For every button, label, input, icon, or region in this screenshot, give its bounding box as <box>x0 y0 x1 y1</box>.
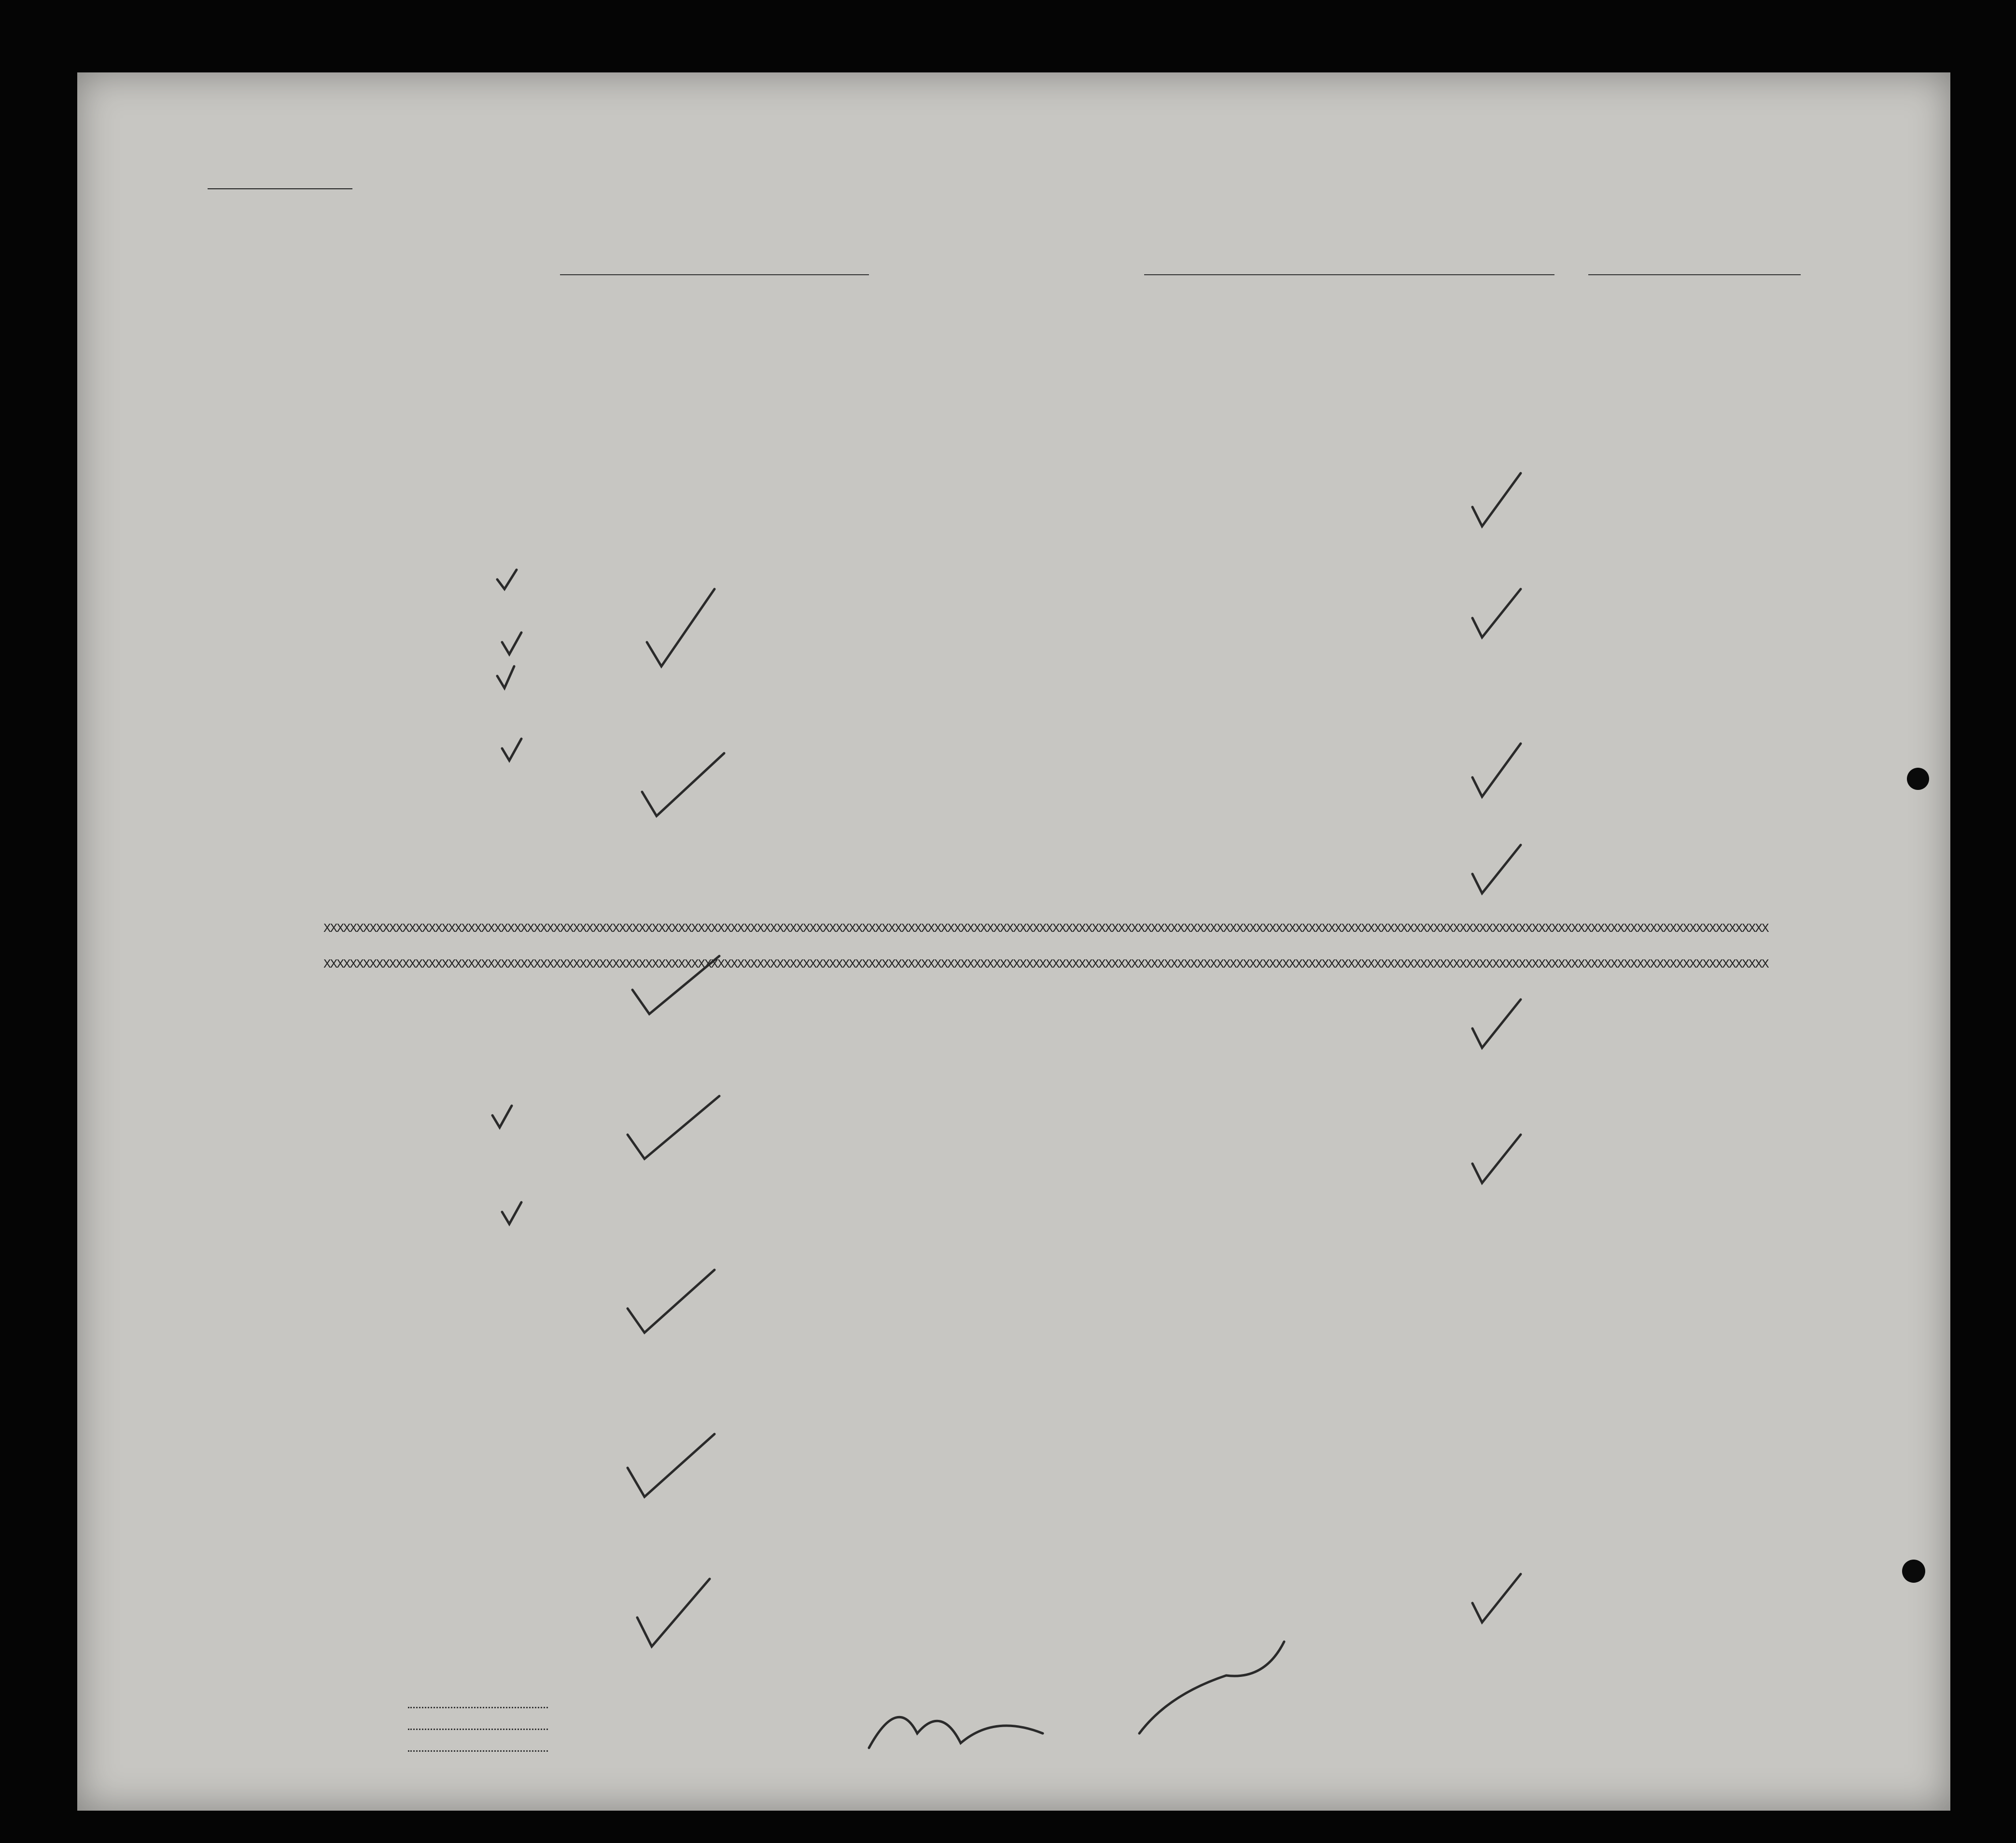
manifest-sheet <box>77 72 1950 1811</box>
table-grid <box>77 72 1950 1811</box>
binder-hole-2 <box>1902 1560 1925 1583</box>
list-underline <box>208 188 352 189</box>
aliens-line <box>408 1750 548 1752</box>
us-citizens-line <box>408 1729 548 1730</box>
binder-hole-1 <box>1907 768 1929 790</box>
cancelled-line-13: XXXXXXXXXXXXXXXXXXXXXXXXXXXXXXXXXXXXXXXXXXXXXXXXXXXXXXXXXXXXXXXXXXXXXXXXXXXXXXXXXXXXXXXXXXXXXXXXXXXXXXXXXXXXXXXXXXXXXXXXXXXXXXXXXXXXXXXXXXXXXXXXXXXXXXXXXXXXXXXXXXXXXXXXXXXXXXXXXXXXXXXXXXXXXXXXXXXXXXXXXXXXXXXXXXXXXXXXXXXX <box>323 957 1768 968</box>
port-underline <box>1144 274 1554 275</box>
cancelled-line-12: XXXXXXXXXXXXXXXXXXXXXXXXXXXXXXXXXXXXXXXXXXXXXXXXXXXXXXXXXXXXXXXXXXXXXXXXXXXXXXXXXXXXXXXXXXXXXXXXXXXXXXXXXXXXXXXXXXXXXXXXXXXXXXXXXXXXXXXXXXXXXXXXXXXXXXXXXXXXXXXXXXXXXXXXXXXXXXXXXXXXXXXXXXXXXXXXXXXXXXXXXXXXXXXXXXXXXXXXXXXX <box>323 921 1768 932</box>
total-passengers-line <box>408 1707 548 1708</box>
ship-underline <box>560 274 869 275</box>
date-underline <box>1588 274 1801 275</box>
